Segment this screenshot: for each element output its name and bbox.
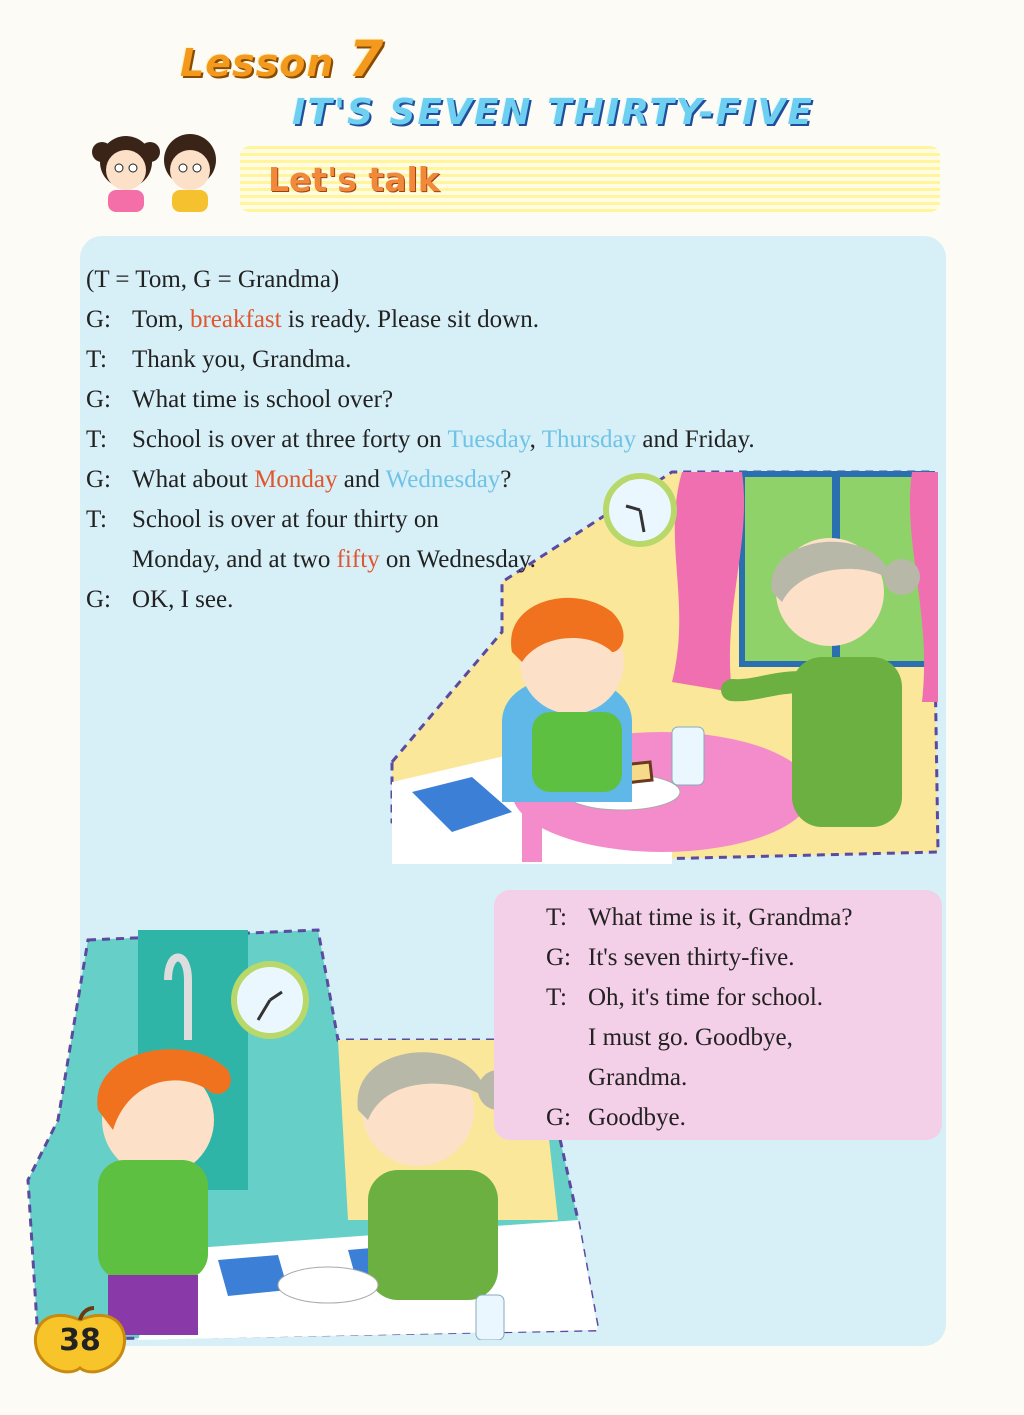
line-text: Grandma. <box>588 1064 688 1091</box>
speaker-label: G: <box>546 944 571 971</box>
highlighted-word: Wednesday <box>385 466 501 493</box>
section-label: Let's talk <box>268 160 440 199</box>
lesson-subtitle: IT'S SEVEN THIRTY-FIVE <box>292 92 814 133</box>
dialogue-1 <box>86 260 755 620</box>
speaker-label <box>546 1018 588 1058</box>
highlighted-word: Thursday <box>541 426 637 453</box>
line-text: School is over at four thirty on <box>132 506 439 533</box>
line-text: and <box>337 466 386 493</box>
lesson-title <box>180 30 384 88</box>
line-text: Oh, it's time for school. <box>588 984 824 1011</box>
highlighted-word: breakfast <box>189 306 282 333</box>
line-text: Monday, and at two <box>132 546 337 573</box>
speaker-label: G: <box>86 586 111 613</box>
line-text: is ready. Please sit down. <box>281 306 539 333</box>
line-text: , <box>529 426 542 453</box>
line-text: It's seven thirty-five. <box>588 944 795 971</box>
dialogue-line <box>86 460 755 500</box>
dialogue-line <box>546 978 853 1018</box>
highlighted-word: Tuesday <box>447 426 530 453</box>
dialogue-2 <box>546 898 853 1138</box>
highlighted-word: fifty <box>336 546 380 573</box>
kids-icon <box>86 130 236 214</box>
line-text: Goodbye. <box>588 1104 686 1131</box>
line-text: Tom, <box>132 306 190 333</box>
speaker-label: T: <box>86 426 107 453</box>
speaker-label: T: <box>86 346 107 373</box>
dialogue-line <box>86 540 755 580</box>
line-text: What time is school over? <box>132 386 394 413</box>
dialogue-intro: (T = Tom, G = Grandma) <box>86 266 340 293</box>
dialogue-line <box>86 380 755 420</box>
line-text: and Friday. <box>636 426 755 453</box>
lesson-word: Lesson <box>180 41 335 85</box>
line-text: I must go. Goodbye, <box>588 1024 793 1051</box>
page-number: 38 <box>59 1323 101 1358</box>
lesson-number: 7 <box>348 30 385 88</box>
dialogue-line <box>86 340 755 380</box>
speaker-label <box>86 540 132 580</box>
speaker-label <box>546 1058 588 1098</box>
dialogue-line <box>546 1058 853 1098</box>
speaker-label: T: <box>86 506 107 533</box>
line-text: What about <box>132 466 255 493</box>
speaker-label: T: <box>546 904 567 931</box>
line-text: Thank you, Grandma. <box>132 346 352 373</box>
line-text: What time is it, Grandma? <box>588 904 853 931</box>
speaker-label: G: <box>86 466 111 493</box>
line-text: OK, I see. <box>132 586 234 613</box>
dialogue-line <box>546 898 853 938</box>
dialogue-line <box>546 1018 853 1058</box>
dialogue-line <box>86 500 755 540</box>
highlighted-word: Monday <box>254 466 338 493</box>
speaker-label: G: <box>546 1104 571 1131</box>
dialogue-line <box>86 420 755 460</box>
line-text: School is over at three forty on <box>132 426 448 453</box>
line-text: ? <box>500 466 512 493</box>
speaker-label: T: <box>546 984 567 1011</box>
dialogue-line <box>546 1098 853 1138</box>
line-text: on Wednesday. <box>379 546 536 573</box>
dialogue-line <box>546 938 853 978</box>
speaker-label: G: <box>86 306 111 333</box>
speaker-label: G: <box>86 386 111 413</box>
dialogue-line <box>86 580 755 620</box>
dialogue-line <box>86 300 755 340</box>
